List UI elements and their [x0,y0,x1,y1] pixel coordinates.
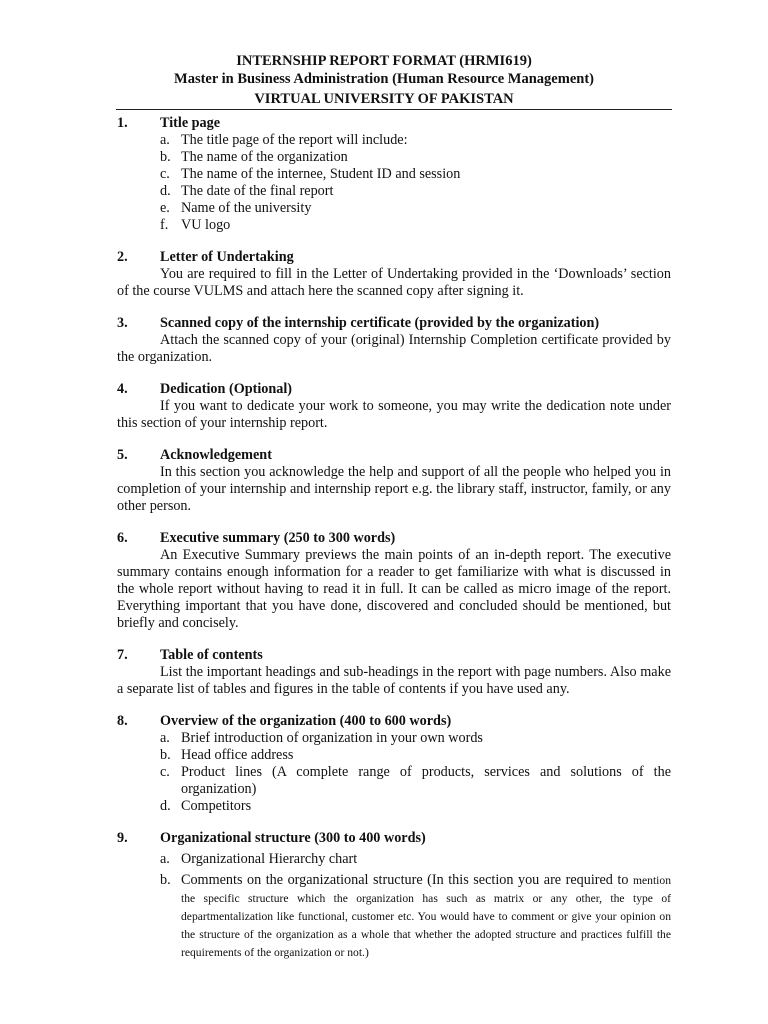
section-number: 4. [117,381,128,397]
item-list [117,132,671,234]
section-number: 2. [117,249,128,265]
section-title: Executive summary (250 to 300 words) [160,530,396,546]
report-title: INTERNSHIP REPORT FORMAT (HRMI619) [236,53,532,69]
section-paragraph: If you want to dedicate your work to someone, you may write the dedication note under this section of your internship report. [117,398,671,431]
section-heading [117,447,671,464]
section-number: 3. [117,315,128,331]
section-paragraph: You are required to fill in the Letter of Undertaking provided in the ‘Downloads’ section of the course VULMS and attach here the scanned copy after signing it. [117,266,671,299]
list-item: b. The name of the organization [160,149,348,165]
section-executive-summary [117,530,671,632]
section-paragraph: List the important headings and sub-headings in the report with page numbers. Also make a separate list of tables and figures in the table of contents if you have used any. [117,664,671,697]
section-organization-overview [117,713,671,815]
section-number: 9. [117,830,128,846]
section-title: Title page [160,115,221,131]
section-heading [117,713,671,730]
university-name: VIRTUAL UNIVERSITY OF PAKISTAN [254,91,514,107]
list-item: c. Product lines (A complete range of products, services and solutions of the organization) [160,764,671,797]
section-dedication [117,381,671,432]
list-item: d. The date of the final report [160,183,334,199]
section-number: 8. [117,713,128,729]
list-item: b. Head office address [160,747,294,763]
program-name: Master in Business Administration (Human Resource Management) [174,71,594,87]
list-item: b. Comments on the organizational structure (In this section you are required to mention the specific structure which the organization has such as matrix or any other, the type of departmentalization like functional, customer etc. You would have to comment or give your opinion on the structure of the organization as a whole that whether the adopted structure and practices fulfill the requirements of the organization or not.) [160,872,671,959]
section-number: 1. [117,115,128,131]
section-organizational-structure [117,830,671,961]
item-list [117,850,671,961]
section-title-page [117,115,671,234]
section-paragraph: An Executive Summary previews the main points of an in-depth report. The executive summary contains enough information for a reader to get familiarize with what is discussed in the whole report without having to read it in full. It can be called as micro image of the report. Everything important that you have done, discovered and concluded should be mentioned, but briefly and concisely. [117,547,671,631]
section-paragraph: Attach the scanned copy of your (original) Internship Completion certificate provided by the organization. [117,332,671,365]
section-paragraph: In this section you acknowledge the help and support of all the people who helped you in completion of your internship and internship report e.g. the library staff, instructor, family, or any other person. [117,464,671,514]
list-item: e. Name of the university [160,200,312,216]
section-heading [117,315,671,332]
section-acknowledgement [117,447,671,515]
header-divider [116,109,672,110]
list-item: d. Competitors [160,798,252,814]
document-header [0,52,768,108]
section-number: 6. [117,530,128,546]
section-heading [117,381,671,398]
section-heading [117,647,671,664]
section-heading [117,115,671,132]
list-item: c. The name of the internee, Student ID and session [160,166,461,182]
section-number: 7. [117,647,128,663]
section-heading [117,249,671,266]
section-number: 5. [117,447,128,463]
section-internship-certificate [117,315,671,366]
section-title: Overview of the organization (400 to 600 words) [160,713,452,729]
section-title: Organizational structure (300 to 400 words) [160,830,426,846]
section-title: Scanned copy of the internship certificate (provided by the organization) [160,315,600,331]
section-table-of-contents [117,647,671,698]
list-item: a. The title page of the report will include: [160,132,408,148]
section-heading [117,830,671,847]
section-letter-of-undertaking [117,249,671,300]
section-title: Dedication (Optional) [160,381,293,397]
section-title: Table of contents [160,647,263,663]
section-title: Letter of Undertaking [160,249,294,265]
section-title: Acknowledgement [160,447,272,463]
list-item: f. VU logo [160,217,231,233]
list-item: a. Organizational Hierarchy chart [160,851,358,867]
document-body [117,115,671,976]
list-item: a. Brief introduction of organization in your own words [160,730,483,746]
item-list [117,730,671,815]
section-heading [117,530,671,547]
